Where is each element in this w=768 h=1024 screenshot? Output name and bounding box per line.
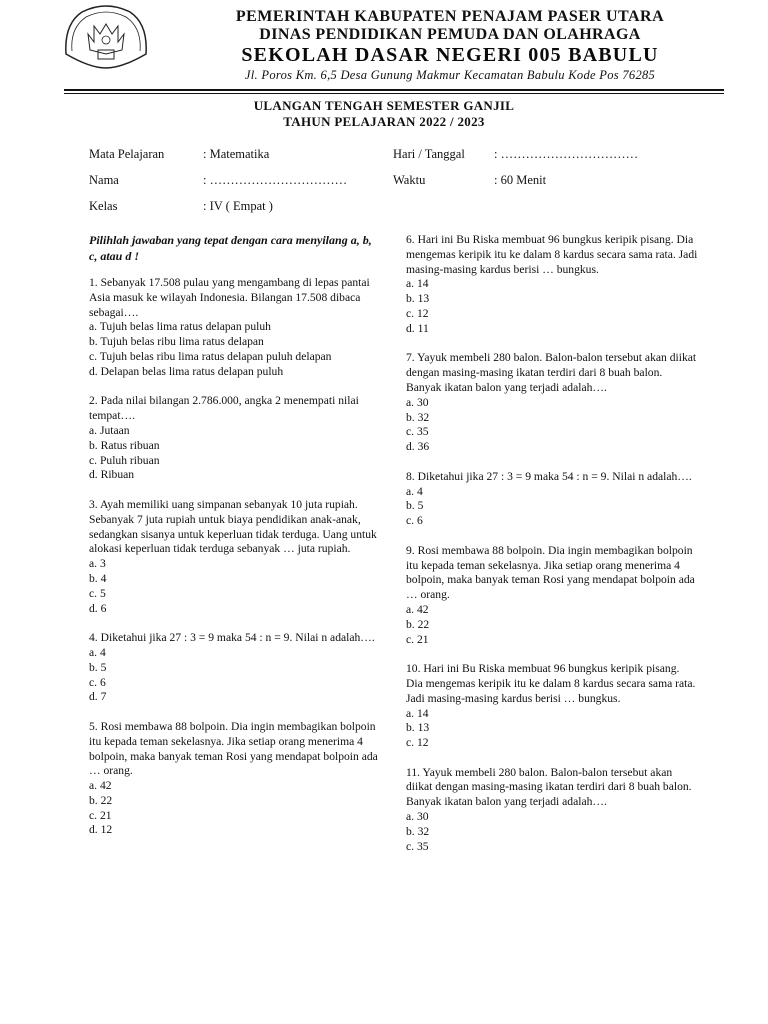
answer-option: a. 42	[406, 602, 429, 616]
answer-option: c. 12	[406, 306, 429, 320]
answer-option: b. 32	[406, 410, 430, 424]
letterhead-government: PEMERINTAH KABUPATEN PENAJAM PASER UTARA	[235, 8, 665, 25]
letterhead-rule-thick	[64, 89, 724, 91]
question-item	[89, 720, 379, 838]
answer-option: a. 14	[406, 277, 429, 291]
answer-option: a. 14	[406, 706, 429, 720]
question-column-left	[89, 233, 379, 853]
answer-option: b. 22	[89, 793, 113, 807]
letterhead-address: Jl. Poros Km. 6,5 Desa Gunung Makmur Kecamatan Babulu Kode Pos 76285	[244, 68, 656, 82]
answer-option: d. 7	[89, 690, 107, 704]
answer-option: a. 3	[89, 557, 106, 571]
question-text: 7. Yayuk membeli 280 balon. Balon-balon tersebut akan diikat dengan masing-masing ikatan terdiri dari 8 buah balon. Banyak ikatan balon yang terjadi adalah….	[406, 351, 697, 394]
answer-option: b. 22	[406, 617, 430, 631]
letterhead-rule-thin	[64, 93, 724, 94]
question-text: 9. Rosi membawa 88 bolpoin. Dia ingin membagikan bolpoin itu kepada teman sekelasnya. Jika setiap orang menerima 4 bolpoin, maka banyak teman Rosi yang mendapat bolpoin ada … orang.	[406, 543, 695, 602]
question-item	[406, 233, 698, 337]
exam-title-line1: ULANGAN TENGAH SEMESTER GANJIL	[253, 98, 515, 113]
question-text: 5. Rosi membawa 88 bolpoin. Dia ingin membagikan bolpoin itu kepada teman sekelasnya. Jika setiap orang menerima 4 bolpoin, maka banyak teman Rosi yang mendapat bolpoin ada … orang.	[89, 719, 378, 778]
answer-option: c. 21	[89, 808, 112, 822]
day-label: Hari / Tanggal	[393, 147, 465, 161]
question-text: 10. Hari ini Bu Riska membuat 96 bungkus keripik pisang. Dia mengemas keripik itu ke dalam 8 kardus secara sama rata. Jadi masing-masing kardus berisi … bungkus.	[406, 662, 696, 705]
exam-title-line2: TAHUN PELAJARAN 2022 / 2023	[283, 114, 485, 129]
day-value: : ……………………………	[494, 147, 639, 161]
answer-option: c. 12	[406, 736, 429, 750]
answer-option: c. 21	[406, 632, 429, 646]
name-value: : ……………………………	[203, 173, 348, 187]
answer-option: b. Ratus ribuan	[89, 438, 160, 452]
exam-title	[0, 98, 768, 130]
question-item	[89, 631, 379, 705]
question-text: 2. Pada nilai bilangan 2.786.000, angka 2 menempati nilai tempat….	[89, 394, 359, 423]
answer-option: c. 35	[406, 425, 429, 439]
answer-option: b. 5	[406, 499, 424, 513]
question-text: 4. Diketahui jika 27 : 3 = 9 maka 54 : n = 9. Nilai n adalah….	[89, 631, 375, 645]
answer-option: b. 13	[406, 721, 430, 735]
question-item	[406, 351, 698, 455]
subject-label: Mata Pelajaran	[89, 147, 165, 161]
letterhead-department: DINAS PENDIDIKAN PEMUDA DAN OLAHRAGA	[259, 26, 641, 43]
question-item	[89, 276, 379, 380]
answer-option: d. Delapan belas lima ratus delapan puluh	[89, 364, 284, 378]
answer-option: b. Tujuh belas ribu lima ratus delapan	[89, 335, 264, 349]
question-text: 3. Ayah memiliki uang simpanan sebanyak 10 juta rupiah. Sebanyak 7 juta rupiah untuk biaya pendidikan anak-anak, sedangkan sisanya untuk keperluan tidak terduga. Uang untuk alokasi keperluan tidak terduga sebanyak … juta rupiah.	[89, 497, 377, 556]
answer-option: c. 6	[89, 675, 106, 689]
answer-option: c. 35	[406, 839, 429, 853]
answer-option: c. 5	[89, 586, 106, 600]
question-text: 1. Sebanyak 17.508 pulau yang mengambang di lepas pantai Asia masuk ke wilayah Indonesia. Bilangan 17.508 dibaca sebagai….	[89, 276, 370, 319]
name-label: Nama	[89, 173, 119, 187]
answer-option: a. 4	[89, 645, 106, 659]
answer-option: d. 12	[89, 823, 113, 837]
answer-option: c. 6	[406, 514, 423, 528]
answer-option: d. Ribuan	[89, 468, 135, 482]
answer-option: b. 4	[89, 571, 107, 585]
answer-option: c. Tujuh belas ribu lima ratus delapan puluh delapan	[89, 349, 332, 363]
question-item	[406, 470, 698, 529]
answer-option: d. 36	[406, 440, 430, 454]
tut-wuri-handayani-logo	[62, 4, 150, 70]
answer-option: b. 32	[406, 824, 430, 838]
letterhead	[0, 0, 768, 100]
time-label: Waktu	[393, 173, 426, 187]
answer-option: b. 5	[89, 660, 107, 674]
class-label: Kelas	[89, 199, 118, 213]
question-item	[89, 394, 379, 483]
answer-option: a. Jutaan	[89, 423, 130, 437]
question-item	[406, 662, 698, 751]
instruction-text: Pilihlah jawaban yang tepat dengan cara menyilang a, b, c, atau d !	[89, 233, 372, 263]
answer-option: a. Tujuh belas lima ratus delapan puluh	[89, 320, 271, 334]
answer-option: d. 11	[406, 321, 429, 335]
class-value: : IV ( Empat )	[203, 199, 273, 213]
question-item	[406, 544, 698, 648]
time-value: : 60 Menit	[494, 173, 547, 187]
question-text: 8. Diketahui jika 27 : 3 = 9 maka 54 : n = 9. Nilai n adalah….	[406, 469, 692, 483]
answer-option: a. 30	[406, 810, 429, 824]
answer-option: d. 6	[89, 601, 107, 615]
subject-value: : Matematika	[203, 147, 270, 161]
answer-option: b. 13	[406, 292, 430, 306]
question-text: 11. Yayuk membeli 280 balon. Balon-balon tersebut akan diikat dengan masing-masing ikatan terdiri dari 8 buah balon. Banyak ikatan balon yang terjadi adalah….	[406, 765, 692, 809]
letterhead-school-name: SEKOLAH DASAR NEGERI 005 BABULU	[241, 44, 659, 66]
question-item	[406, 766, 698, 855]
question-item	[89, 498, 379, 616]
answer-option: c. Puluh ribuan	[89, 453, 160, 467]
answer-option: a. 4	[406, 484, 423, 498]
question-column-right	[406, 233, 698, 869]
question-text: 6. Hari ini Bu Riska membuat 96 bungkus keripik pisang. Dia mengemas keripik itu ke dalam 8 kardus secara sama rata. Jadi masing-masing kardus berisi … bungkus.	[406, 233, 698, 276]
answer-option: a. 30	[406, 395, 429, 409]
answer-option: a. 42	[89, 779, 112, 793]
